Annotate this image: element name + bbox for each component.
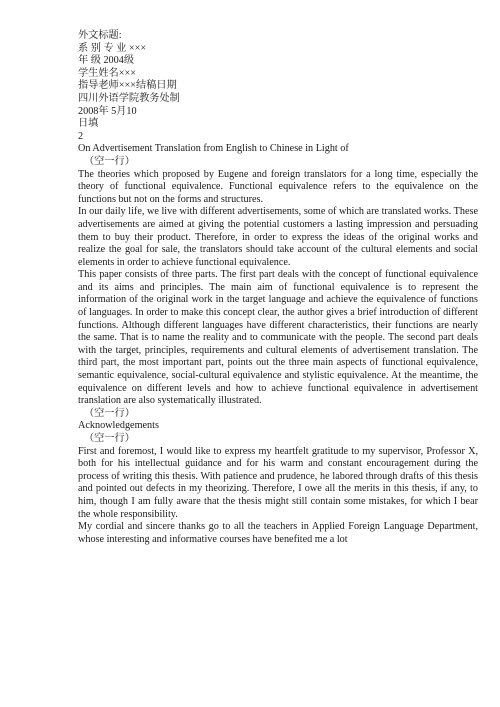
foreign-title-label: 外文标题: [78, 30, 122, 41]
grade-line: 年 级 2004级 [78, 55, 135, 67]
blank-line-marker: （空一行） [84, 433, 135, 444]
department-major-line: 系 别 专 业 ××× [78, 42, 147, 54]
fill-date-line: 日填 [78, 118, 99, 130]
acknowledgement-paragraph: First and foremost, I would like to express my heartfelt gratitude to my supervisor, Professor X, both for his intellectual guidance and for his warm and constant encouragement during the process of writing this thesis. With patience and prudence, he labored through drafts of this thesis and pointed out defects in my theorizing. Therefore, I owe all the merits in this thesis, if any, to him, though I am fully aware that the thesis might still contain some mistakes, for which I bear the whole responsibility. [78, 445, 478, 520]
acknowledgements-heading: Acknowledgements [78, 420, 159, 432]
abstract-paragraph: This paper consists of three parts. The first part deals with the concept of functional equivalence and its aims and principles. The main aim of functional equivalence is to represent the information of the original work in the target language and achieve the equivalence of functions of languages. In order to make this concept clear, the author gives a brief introduction of different functions. Although different languages have different characteristics, their functions are nearly the same. That is to name the reality and to communicate with the people. The second part deals with the target, principles, requirements and cultural elements of advertisement translation. The third part, the most important part, points out the three main aspects of functional equivalence, semantic equivalence, social-cultural equivalence and stylistic equivalence. At the meantime, the equivalence on different levels and how to achieve functional equivalence in advertisement translation are also systematically illustrated. [78, 269, 478, 407]
document-page [78, 30, 478, 546]
page-number: 2 [78, 130, 84, 142]
issuer-line: 四川外语学院教务处制 [78, 92, 180, 104]
acknowledgements-section [78, 446, 478, 547]
blank-line-marker: （空一行） [84, 155, 135, 167]
date-line: 2008年 5月10 [78, 105, 137, 117]
thesis-title: On Advertisement Translation from English to Chinese in Light of [78, 143, 349, 155]
abstract-paragraph: In our daily life, we live with different advertisements, some of which are translated works. These advertisements are aimed at giving the potential customers a lasting impression and persuading them to buy their product. Therefore, in order to express the ideas of the original works and realize the goal for sale, the translators should take account of the cultural elements and social elements in order to achieve functional equivalence. [78, 206, 478, 268]
abstract-section [78, 169, 478, 408]
abstract-paragraph: The theories which proposed by Eugene and foreign translators for a long time, especially the theory of functional equivalence. Functional equivalence refers to the equivalence on the functions but not on the forms and structures. [78, 168, 478, 205]
blank-line-marker: （空一行） [84, 407, 135, 419]
acknowledgement-paragraph: My cordial and sincere thanks go to all the teachers in Applied Foreign Language Department, whose interesting and informative courses have benefited me a lot [78, 521, 478, 545]
cover-info-block [78, 30, 478, 143]
supervisor-date-line: 指导老师×××结稿日期 [78, 80, 177, 92]
student-name-line: 学生姓名××× [78, 67, 136, 79]
